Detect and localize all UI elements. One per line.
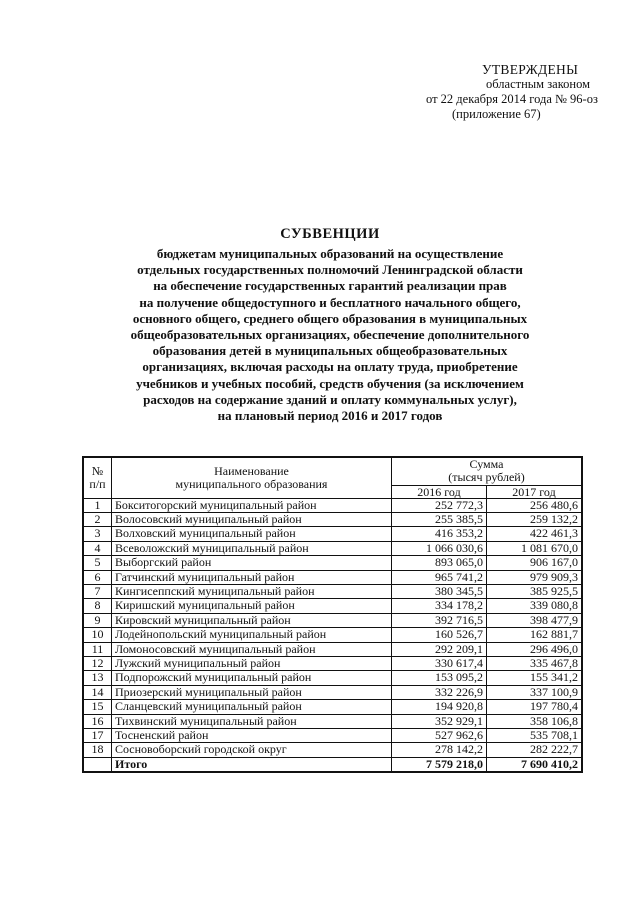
row-number: 10 xyxy=(83,628,112,642)
amount-2016: 194 920,8 xyxy=(392,700,487,714)
row-number: 1 xyxy=(83,498,112,512)
amount-2016: 330 617,4 xyxy=(392,656,487,670)
amount-2017: 422 461,3 xyxy=(487,527,583,541)
heading-line: на получение общедоступного и бесплатного начального общего, xyxy=(139,294,521,310)
table-row xyxy=(83,642,582,656)
amount-2017: 197 780,4 xyxy=(487,700,583,714)
row-number: 13 xyxy=(83,671,112,685)
column-header-number: № п/п xyxy=(83,457,112,498)
amount-2017: 979 909,3 xyxy=(487,570,583,584)
amount-2017: 906 167,0 xyxy=(487,556,583,570)
heading-line: образования детей в муниципальных общеобразовательных xyxy=(152,343,508,359)
row-number: 6 xyxy=(83,570,112,584)
table-row xyxy=(83,714,582,728)
amount-2016: 255 385,5 xyxy=(392,512,487,526)
amount-2017: 398 477,9 xyxy=(487,613,583,627)
document-title: СУБВЕНЦИИ xyxy=(280,226,380,242)
amount-2017: 339 080,8 xyxy=(487,599,583,613)
municipality-name: Гатчинский муниципальный район xyxy=(112,570,392,584)
column-header-sum: Сумма (тысяч рублей) xyxy=(392,457,583,485)
table-row xyxy=(83,541,582,555)
amount-2016: 352 929,1 xyxy=(392,714,487,728)
total-2016: 7 579 218,0 xyxy=(392,757,487,772)
heading-line: общеобразовательных организациях, обеспечение дополнительного xyxy=(130,327,530,343)
approval-status: УТВЕРЖДЕНЫ xyxy=(482,62,579,77)
table-row xyxy=(83,685,582,699)
amount-2017: 162 881,7 xyxy=(487,628,583,642)
municipality-name: Волховский муниципальный район xyxy=(112,527,392,541)
row-number: 14 xyxy=(83,685,112,699)
amount-2017: 385 925,5 xyxy=(487,584,583,598)
amount-2016: 252 772,3 xyxy=(392,498,487,512)
table-row xyxy=(83,700,582,714)
municipality-name: Тосненский район xyxy=(112,729,392,743)
heading-line: основного общего, среднего общего образования в муниципальных xyxy=(132,310,528,326)
table-row xyxy=(83,527,582,541)
document-heading xyxy=(60,246,600,424)
subsidies-table xyxy=(82,456,583,773)
row-number: 2 xyxy=(83,512,112,526)
amount-2017: 535 708,1 xyxy=(487,729,583,743)
municipality-name: Бокситогорский муниципальный район xyxy=(112,498,392,512)
row-number: 5 xyxy=(83,556,112,570)
amount-2016: 416 353,2 xyxy=(392,527,487,541)
row-number: 15 xyxy=(83,700,112,714)
amount-2016: 965 741,2 xyxy=(392,570,487,584)
column-header-2017: 2017 год xyxy=(487,485,583,498)
table-row xyxy=(83,613,582,627)
municipality-name: Тихвинский муниципальный район xyxy=(112,714,392,728)
heading-line: на обеспечение государственных гарантий реализации прав xyxy=(153,278,507,294)
amount-2016: 153 095,2 xyxy=(392,671,487,685)
amount-2017: 259 132,2 xyxy=(487,512,583,526)
row-number: 18 xyxy=(83,743,112,757)
amount-2017: 256 480,6 xyxy=(487,498,583,512)
amount-2017: 282 222,7 xyxy=(487,743,583,757)
amount-2016: 392 716,5 xyxy=(392,613,487,627)
amount-2016: 1 066 030,6 xyxy=(392,541,487,555)
heading-line: бюджетам муниципальных образований на осуществление xyxy=(156,246,504,261)
amount-2017: 358 106,8 xyxy=(487,714,583,728)
heading-line: отдельных государственных полномочий Ленинградской области xyxy=(137,262,523,278)
column-header-2016: 2016 год xyxy=(392,485,487,498)
row-number: 4 xyxy=(83,541,112,555)
municipality-name: Кингисеппский муниципальный район xyxy=(112,584,392,598)
total-label: Итого xyxy=(112,757,392,772)
municipality-name: Киришский муниципальный район xyxy=(112,599,392,613)
municipality-name: Ломоносовский муниципальный район xyxy=(112,642,392,656)
table-row xyxy=(83,743,582,757)
row-number: 11 xyxy=(83,642,112,656)
amount-2016: 278 142,2 xyxy=(392,743,487,757)
table-row xyxy=(83,656,582,670)
row-number: 16 xyxy=(83,714,112,728)
amount-2017: 296 496,0 xyxy=(487,642,583,656)
table-row xyxy=(83,584,582,598)
table-row xyxy=(83,671,582,685)
column-header-name: Наименование муниципального образования xyxy=(112,457,392,498)
heading-line: организациях, включая расходы на оплату труда, приобретение xyxy=(142,359,518,375)
municipality-name: Выборгский район xyxy=(112,556,392,570)
approval-law-date: от 22 декабря 2014 года № 96-оз xyxy=(426,92,598,106)
table-row xyxy=(83,570,582,584)
row-number: 17 xyxy=(83,729,112,743)
row-number: 12 xyxy=(83,656,112,670)
row-number: 8 xyxy=(83,599,112,613)
municipality-name: Сланцевский муниципальный район xyxy=(112,700,392,714)
table-row xyxy=(83,599,582,613)
amount-2016: 527 962,6 xyxy=(392,729,487,743)
amount-2016: 292 209,1 xyxy=(392,642,487,656)
municipality-name: Приозерский муниципальный район xyxy=(112,685,392,699)
table-row xyxy=(83,512,582,526)
amount-2016: 380 345,5 xyxy=(392,584,487,598)
amount-2016: 160 526,7 xyxy=(392,628,487,642)
amount-2016: 893 065,0 xyxy=(392,556,487,570)
municipality-name: Кировский муниципальный район xyxy=(112,613,392,627)
amount-2016: 334 178,2 xyxy=(392,599,487,613)
heading-line: расходов на содержание зданий и оплату коммунальных услуг), xyxy=(143,391,517,407)
total-number-cell xyxy=(83,757,112,772)
approval-law-type: областным законом xyxy=(486,77,591,91)
amount-2017: 335 467,8 xyxy=(487,656,583,670)
table-row xyxy=(83,628,582,642)
municipality-name: Лодейнопольский муниципальный район xyxy=(112,628,392,642)
row-number: 3 xyxy=(83,527,112,541)
amount-2017: 1 081 670,0 xyxy=(487,541,583,555)
municipality-name: Волосовский муниципальный район xyxy=(112,512,392,526)
table-row xyxy=(83,729,582,743)
approval-appendix: (приложение 67) xyxy=(452,107,541,121)
amount-2017: 337 100,9 xyxy=(487,685,583,699)
municipality-name: Сосновоборский городской округ xyxy=(112,743,392,757)
table-row xyxy=(83,556,582,570)
municipality-name: Подпорожский муниципальный район xyxy=(112,671,392,685)
row-number: 7 xyxy=(83,584,112,598)
total-2017: 7 690 410,2 xyxy=(487,757,583,772)
amount-2017: 155 341,2 xyxy=(487,671,583,685)
table-row xyxy=(83,498,582,512)
municipality-name: Всеволожский муниципальный район xyxy=(112,541,392,555)
total-row xyxy=(83,757,582,772)
amount-2016: 332 226,9 xyxy=(392,685,487,699)
heading-line: учебников и учебных пособий, средств обучения (за исключением xyxy=(136,375,524,391)
approval-block xyxy=(426,62,616,122)
municipality-name: Лужский муниципальный район xyxy=(112,656,392,670)
row-number: 9 xyxy=(83,613,112,627)
heading-line: на плановый период 2016 и 2017 годов xyxy=(217,408,443,424)
